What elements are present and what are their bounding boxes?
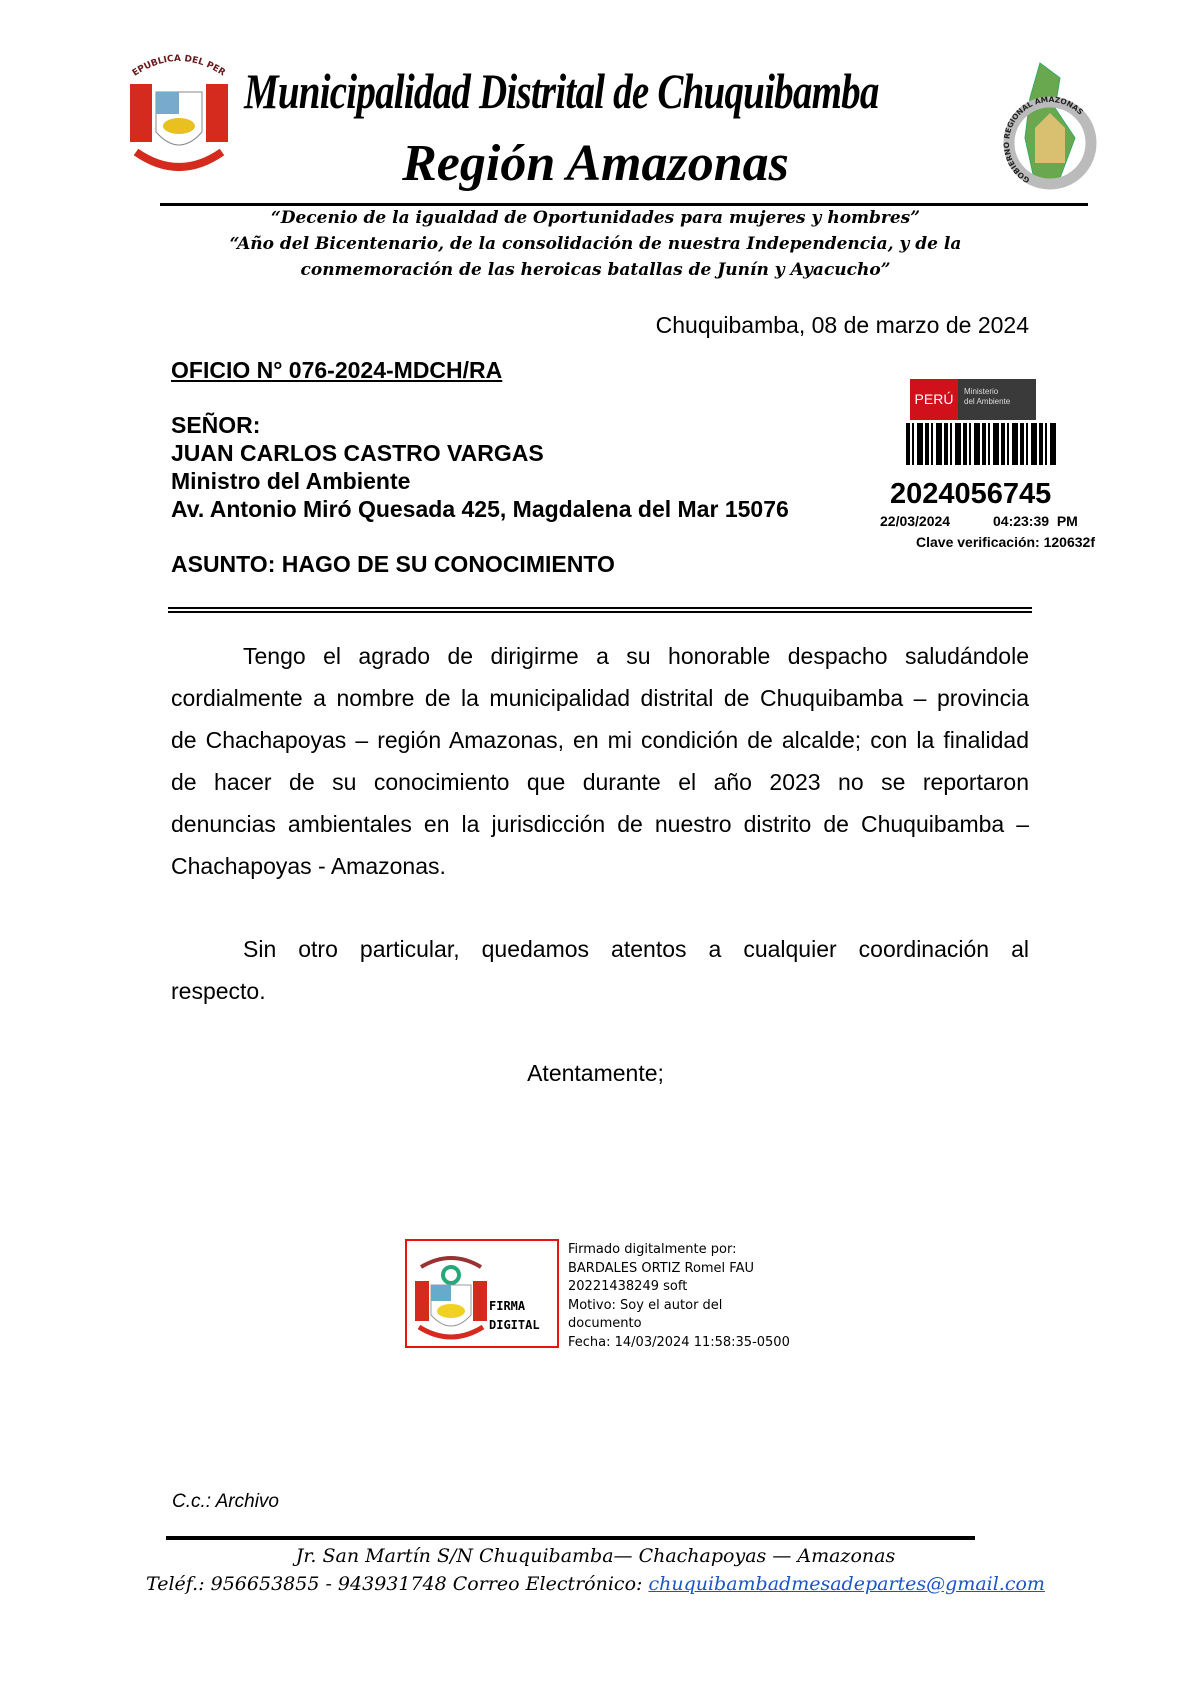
paragraph-line: Chachapoyas - Amazonas.: [171, 853, 446, 879]
region-title: Región Amazonas: [402, 135, 789, 192]
paragraph-line: de Chachapoyas – región Amazonas, en mi condición de alcalde; con la finalidad: [171, 727, 1029, 753]
closing: Atentamente;: [527, 1060, 664, 1086]
signature-line: documento: [568, 1316, 642, 1331]
motto-line: “Año del Bicentenario, de la consolidación de nuestra Independencia, y de la: [229, 234, 962, 254]
logo-text: GOBIERNO REGIONAL AMAZONAS: [1001, 94, 1086, 185]
footer-address: Jr. San Martín S/N Chuquibamba— Chachapoyas — Amazonas: [295, 1545, 896, 1567]
seal-text: EPUBLICA DEL PER: [130, 53, 227, 79]
footer-phone: Teléf.: 956653855 - 943931748 Correo Electrónico:: [146, 1573, 649, 1595]
svg-text:REPUBLICA DEL PERU: [124, 48, 227, 79]
digital-label: DIGITAL: [489, 1318, 540, 1332]
registry-time: 04:23:39 PM: [993, 513, 1078, 529]
footer-email-link[interactable]: chuquibambadmesadepartes@gmail.com: [648, 1573, 1045, 1595]
recipient-title: Ministro del Ambiente: [171, 468, 411, 494]
motto-line: “Decenio de la igualdad de Oportunidades para mujeres y hombres”: [270, 208, 921, 228]
ministry-banner: [910, 379, 1036, 420]
cc-note: C.c.: Archivo: [172, 1491, 279, 1512]
paragraph-line: Tengo el agrado de dirigirme a su honorable despacho saludándole: [243, 643, 1029, 669]
paragraph-line: de hacer de su conocimiento que durante el año 2023 no se reportaron: [171, 769, 1029, 795]
digital-signature-box: [405, 1239, 559, 1348]
header-rule: [160, 203, 1088, 206]
oficio-number: OFICIO N° 076-2024-MDCH/RA: [171, 357, 503, 383]
firma-label: FIRMA: [489, 1299, 526, 1313]
footer-contact: [0, 1573, 1191, 1595]
signature-line: Motivo: Soy el autor del: [568, 1297, 723, 1313]
registry-number: 2024056745: [890, 478, 1052, 510]
registry-date: 22/03/2024: [880, 513, 951, 529]
signature-details: [568, 1241, 790, 1352]
motto-line: conmemoración de las heroicas batallas de Junín y Ayacucho”: [300, 260, 891, 280]
footer-rule: [166, 1536, 975, 1540]
recipient-name: JUAN CARLOS CASTRO VARGAS: [171, 440, 544, 466]
paragraph-line: respecto.: [171, 978, 266, 1004]
signature-line: 20221438249 soft: [568, 1279, 688, 1294]
paragraph-line: cordialmente a nombre de la municipalidad distrital de Chuquibamba – provincia: [171, 685, 1029, 711]
peru-coat-of-arms-icon: [413, 1251, 489, 1341]
peru-label: PERÚ: [910, 379, 958, 420]
barcode: [906, 423, 1056, 465]
document-date: Chuquibamba, 08 de marzo de 2024: [655, 312, 1029, 338]
ministry-label: [958, 379, 1036, 420]
signature-signer: BARDALES ORTIZ Romel FAU: [568, 1260, 754, 1276]
paragraph-line: denuncias ambientales en la jurisdicción de nuestro distrito de Chuquibamba –: [171, 811, 1029, 837]
regional-government-logo: [1000, 58, 1100, 196]
recipient-salutation: SEÑOR:: [171, 412, 261, 438]
verification-key: Clave verificación: 120632f: [916, 534, 1095, 550]
subject: ASUNTO: HAGO DE SU CONOCIMIENTO: [171, 551, 615, 577]
signature-line: Firmado digitalmente por:: [568, 1242, 737, 1257]
signature-date: Fecha: 14/03/2024 11:58:35-0500: [568, 1334, 790, 1350]
recipient-address: Av. Antonio Miró Quesada 425, Magdalena del Mar 15076: [171, 496, 789, 522]
paragraph-line: Sin otro particular, quedamos atentos a cualquier coordinación al: [243, 936, 1029, 962]
municipality-title: Municipalidad Distrital de Chuquibamba: [244, 63, 879, 119]
ministry-line: Ministerio: [964, 387, 999, 396]
subject-double-rule: [168, 607, 1032, 613]
ministry-line: del Ambiente: [964, 397, 1011, 406]
reception-stamp: [880, 378, 1110, 553]
